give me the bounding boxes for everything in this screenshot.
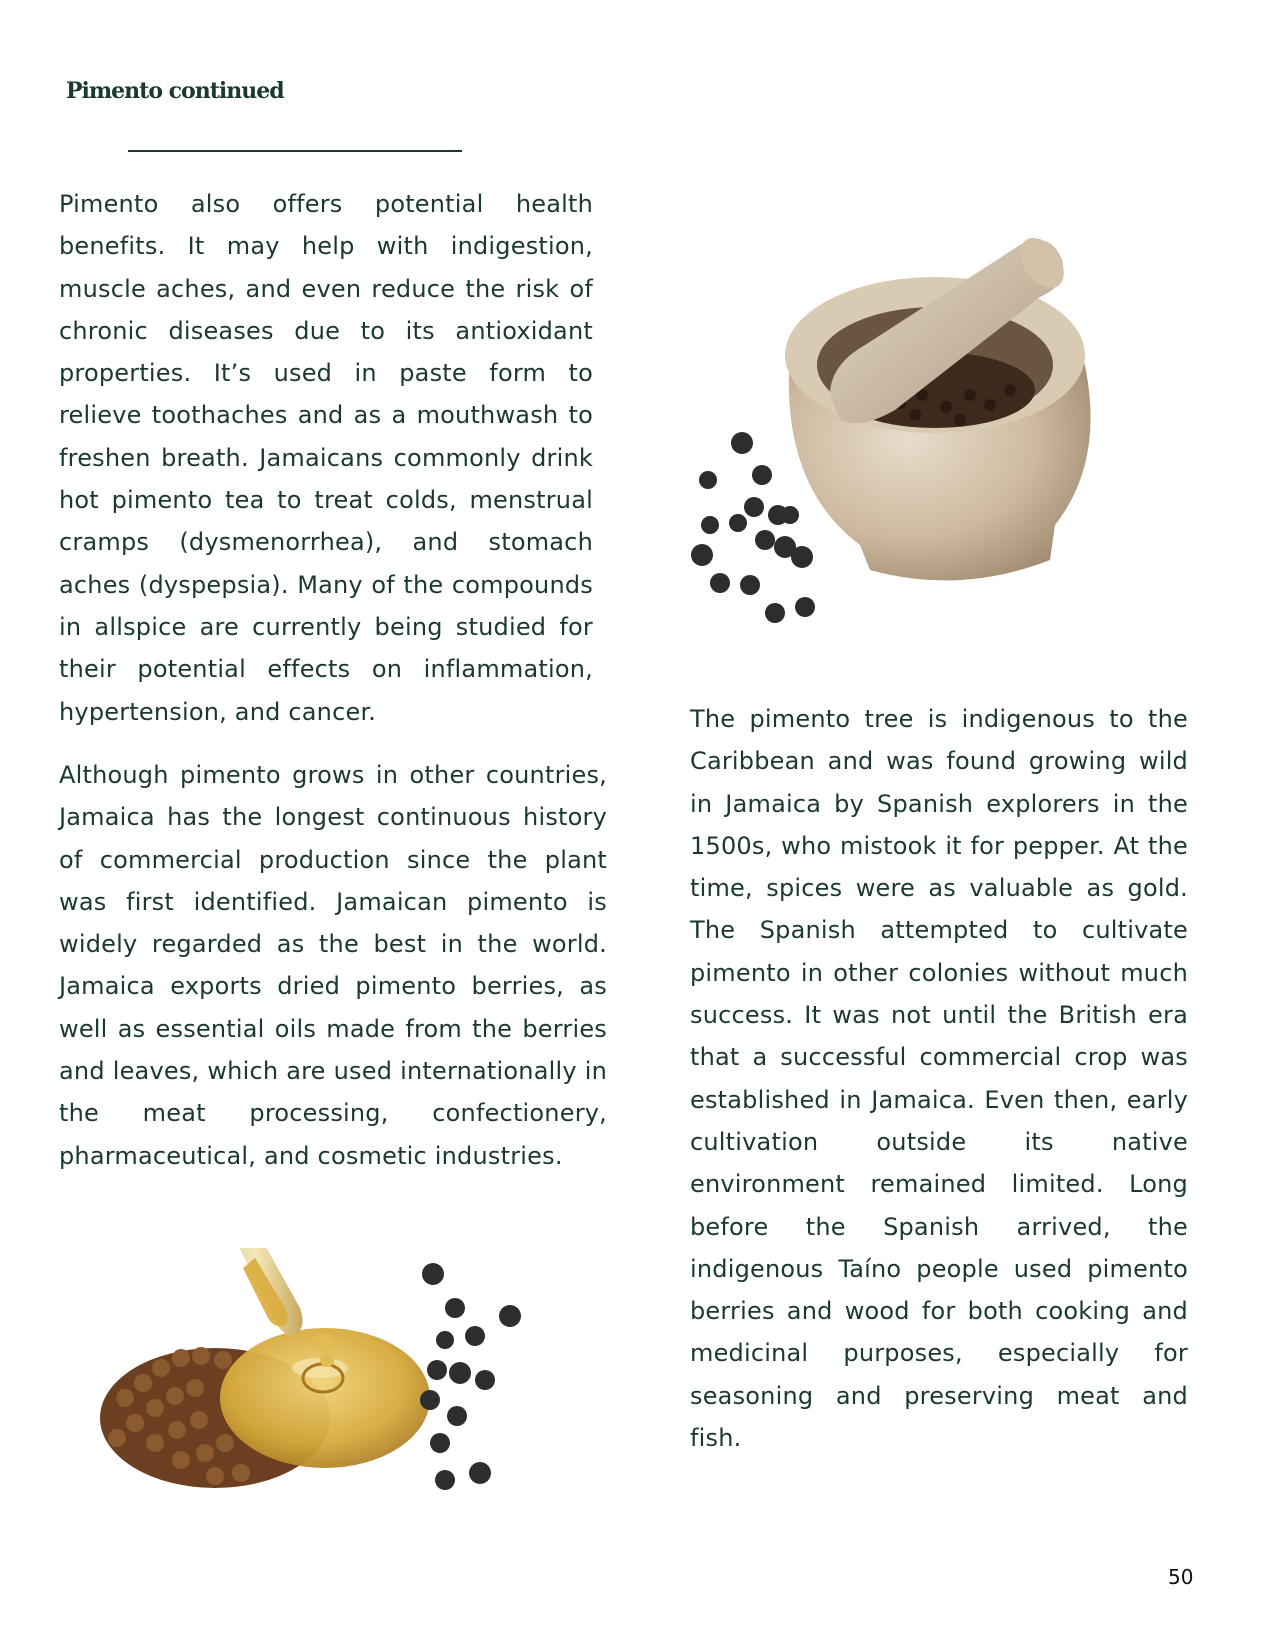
paragraph-history: The pimento tree is indigenous to the Caribbean and was found growing wild in Jamaica by Spanish explorers in the 1500s, who mistook it for pepper. At the time, spices were as valuable as gold. The Spanish attempted to cultivate pimento in other colonies without much success. It was not until the British era that a successful commercial crop was established in Jamaica. Even then, early cultivation outside its native environment remained limited. Long before the Spanish arrived, the indigenous Taíno people used pimento berries and wood for both cooking and medicinal purposes, especially for seasoning and preserving meat and fish. — [690, 705, 1188, 1453]
paragraph-exports: Although pimento grows in other countries, Jamaica has the longest continuous history of commercial production since the plant was first identified. Jamaican pimento is widely regarded as the best in the world. Jamaica exports dried pimento berries, as well as essential oils made from the berries and leaves, which are used internationally in the meat processing, confectionery, pharmaceutical, and cosmetic industries. — [59, 761, 607, 1170]
oil-dropper-image — [95, 1248, 555, 1548]
section-heading: Pimento continued — [66, 78, 284, 104]
page-number: 50 — [1168, 1565, 1194, 1589]
mortar-pestle-image — [690, 225, 1130, 665]
paragraph-health-benefits: Pimento also offers potential health benefits. It may help with indigestion, muscle aches, and even reduce the risk of chronic diseases due to its antioxidant properties. It’s used in paste form to relieve toothaches and as a mouthwash to freshen breath. Jamaicans commonly drink hot pimento tea to treat colds, menstrual cramps (dysmenorrhea), and stomach aches (dyspepsia). Many of the compounds in allspice are currently being studied for their potential effects on inflammation, hypertension, and cancer. — [59, 190, 593, 726]
heading-divider — [128, 150, 462, 152]
